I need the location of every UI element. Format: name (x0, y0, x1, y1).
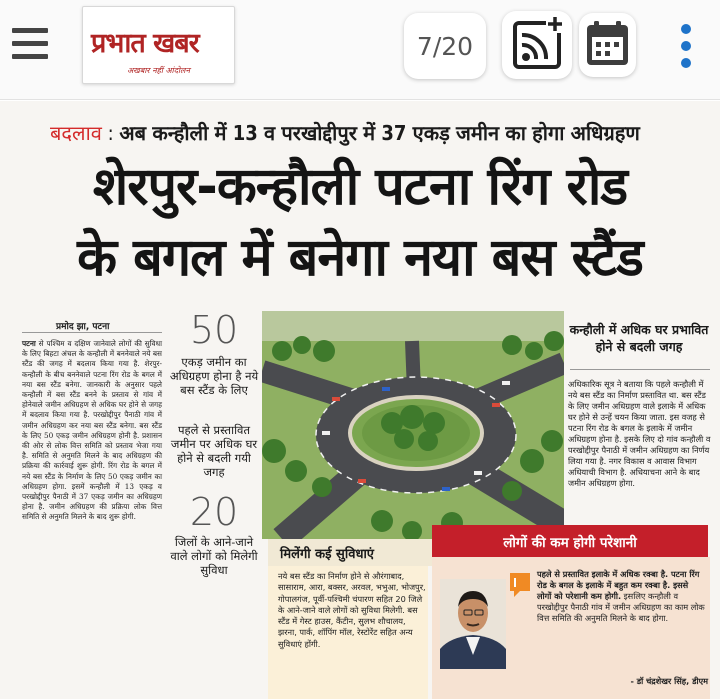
pull-quote-2-text: पहले से प्रस्तावित जमीन पर अधिक घर होने से बदली गयी जगह (170, 423, 258, 479)
calendar-icon (579, 13, 636, 77)
hamburger-menu-icon[interactable] (8, 26, 52, 62)
kicker-text: अब कन्हौली में 13 व परखोद्दीपुर में 37 एकड़ जमीन का होगा अधिग्रहण (119, 121, 640, 145)
quote-icon (508, 571, 532, 599)
byline-divider (22, 332, 162, 333)
sidebar-title: कन्हौली में अधिक घर प्रभावित होने से बदली जगह (569, 322, 709, 354)
quote-box-title: लोगों की कम होगी परेशानी (432, 525, 708, 557)
page-indicator[interactable]: 7/20 (404, 13, 486, 79)
quote-text (537, 569, 705, 624)
article-body (22, 339, 162, 523)
pull-quote-1-number: 50 (189, 308, 239, 352)
sidebar-divider (570, 369, 710, 370)
newspaper-page[interactable] (0, 101, 720, 699)
kicker-line (50, 119, 670, 146)
pull-quote-3-number: 20 (189, 490, 239, 534)
facility-text: नये बस स्टैंड का निर्माण होने से औरंगाबाद, सासाराम, आरा, बक्सर, अरवल, भभुआ, भोजपुर, गोपालगंज, पूर्वी-पश्चिमी चंपारण सहित 20 जिले के आने-जाने वाले लोगों को सुविधा मिलेगी. बस स्टैंड में गेस्ट हाउस, कैंटीन, सुलभ शौचालय, झरना, पार्क, शॉपिंग मॉल, रेस्टोरेंट सहित अन्य सुविधाएं होंगी. (278, 571, 426, 649)
kebab-menu-icon[interactable] (676, 24, 696, 70)
kicker-label: बदलाव (50, 121, 102, 145)
headline-line-2: के बगल में बनेगा नया बस स्टैंड (77, 228, 643, 288)
roundabout-illustration (262, 311, 564, 539)
rss-feed-button[interactable] (502, 11, 572, 79)
pull-quote-3-text: जिलों के आने-जाने वाले लोगों को मिलेगी सुविधा (170, 535, 258, 577)
brand-tagline: अखबार नहीं आंदोलन (127, 66, 190, 75)
rss-feed-icon (502, 11, 572, 79)
app-toolbar (0, 0, 720, 100)
quote-continuation: इसलिए कन्हौली व परखोद्दीपुर पैनाठी गांव में जमीन अधिग्रहण का काम लोक वित्त समिति की अनुमति मिलने के बाद होगा. (537, 591, 705, 623)
headline-line-1: शेरपुर-कन्हौली पटना रिंग रोड (92, 157, 628, 217)
quote-attribution: - डॉ चंद्रशेखर सिंह, डीएम (630, 676, 708, 686)
brand-logo[interactable] (82, 6, 235, 84)
pull-quote-column (168, 308, 260, 577)
kicker-separator: : (101, 121, 120, 145)
body-text: से पश्चिम व दक्षिण जानेवाले लोगों की सुविधा के लिए बिहटा अंचल के कन्हौली में बननेवाले नये बस स्टैंड की जगह में बदलाव किया गया है. शेरपुर-कन्हौली के बीच बननेवाले पटना रिंग रोड के बगल में नया बस स्टैंड बनेगा. जानकारी के अनुसार पहले कन्हौली में बस स्टैंड बनने के प्रस्ताव से गांव में होनेवाले जमीन अधिग्रहण से अधिक घर होने से जगह में बदलाव किया गया है. परखोद्दीपुर पैनाठी गांव में जमीन अधिग्रहण कर नया बस स्टैंड बनेगा. बस स्टैंड के लिए 50 एकड़ जमीन अधिग्रहण होनी है. प्रशासन की ओर से लोक वित्त समिति को प्रस्ताव भेजा गया है. समिति से अनुमति मिलने के बाद अधिग्रहण की प्रक्रिया की कार्रवाई शुरू होगी. रिंग रोड के बगल में नये बस स्टैंड के निर्माण के लिए 50 एकड़ जमीन का अधिग्रहण होगा. इसमें कन्हौली में 13 एकड़ व परखोद्दीपुर पैनाठी में 37 एकड़ जमीन का अधिग्रहण होना है. जमीन अधिग्रहण की प्रक्रिया लोक वित्त समिति से अनुमति मिलने के बाद शुरू होगी. (22, 339, 162, 522)
facility-title: मिलेंगी कई सुविधाएं (268, 539, 438, 566)
official-portrait (440, 579, 506, 669)
byline: प्रमोद झा, पटना (56, 322, 110, 332)
calendar-button[interactable] (579, 13, 636, 77)
sidebar-text: अधिकारिक सूत्र ने बताया कि पहले कन्हौली में नये बस स्टैंड का निर्माण प्रस्तावित था. बस स्टैंड के लिए जमीन अधिग्रहण वाले इलाके में अधिक घर होने से उन्हें चयन किया जाता. इस वजह से पटना रिंग रोड के बगल के इलाके में जमीन अधिग्रहण होना है. इसके लिए दो गांव कन्हौली व परखोद्दीपुर पैनाठी में जमीन अधिग्रहण का निर्णय लिया गया है. नगर विकास व आवास विभाग अधियाची विभाग है. अधियाचना आने के बाद जमीन अधिग्रहण होगा. (568, 379, 711, 488)
quote-highlight: पहले से प्रस्तावित इलाके में अधिक रक्बा है. पटना रिंग रोड के बगल के इलाके में बहुत कम रक्बा है. इससे लोगों को परेशानी कम होगी. (537, 569, 700, 601)
brand-name: प्रभात खबर (91, 28, 199, 59)
pull-quote-1-text: एकड़ जमीन का अधिग्रहण होना है नये बस स्टैंड के लिए (169, 355, 259, 397)
body-lead: पटना (22, 339, 36, 348)
